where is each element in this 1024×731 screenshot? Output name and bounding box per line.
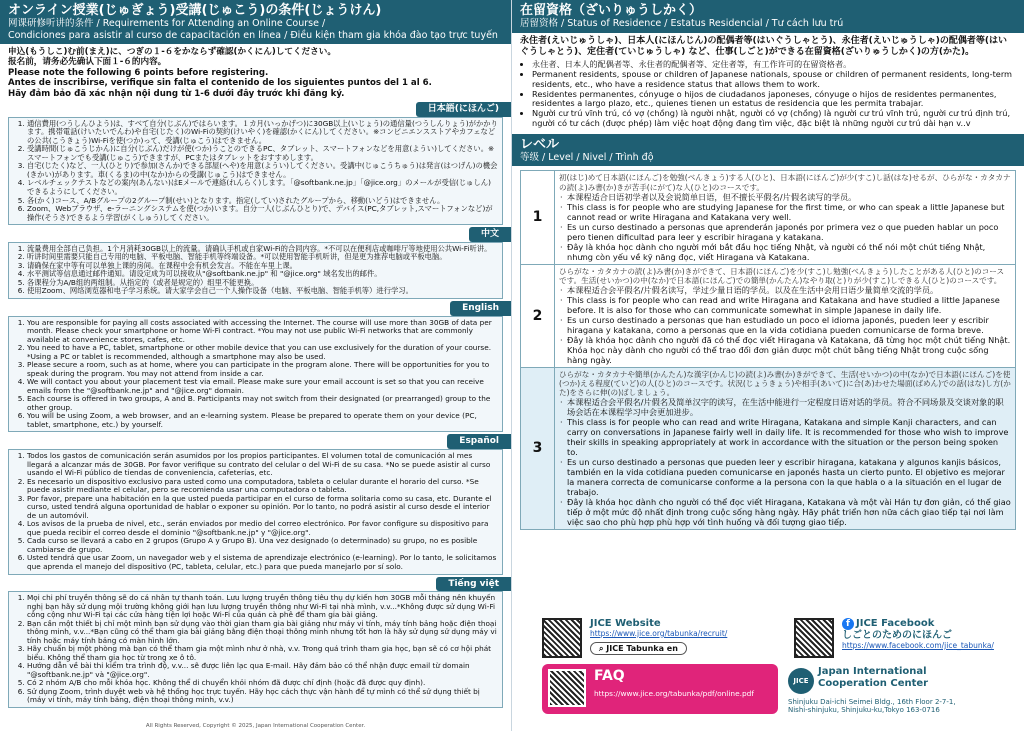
facebook-icon: f bbox=[842, 618, 854, 630]
language-label: English bbox=[450, 301, 511, 316]
language-header bbox=[0, 434, 511, 449]
language-header bbox=[0, 301, 511, 316]
requirements-list bbox=[13, 594, 498, 705]
level-banner bbox=[512, 134, 1024, 167]
level-translations bbox=[559, 285, 1011, 365]
requirement-item: 3. Hãy chuẩn bị một phòng mà bạn có thể tham gia một mình như ở nhà, v.v. Trong quá trình tham gia học, bạn sẽ có cơ hội phát biểu. Không thể tham gia học từ trong xe ô tô. bbox=[27, 645, 498, 662]
requirement-item: 2. Bạn cần một thiết bị chỉ một mình bạn sử dụng vào thời gian tham gia bài giảng như máy vi tính, máy tính bảng hoặc điện thoại thông minh, v.v...*Bạn cũng có thể tham gia bài giảng bằng điện thoại thông minh nhưng tốt hơn là hãy sử dụng sử dụng máy vi tính hoặc máy tính bảng có màn hình lớn. bbox=[27, 620, 498, 646]
level-title-multi: 等级 / Level / Nivel / Trình độ bbox=[520, 152, 654, 164]
language-header bbox=[0, 227, 511, 242]
residence-ja: 永住者(えいじゅうしゃ)、日本人(にほんじん)の配偶者等(はいぐうしゃとう)、永住者(えいじゅうしゃ)の配偶者等(はいぐうしゃとう)、定住者(ていじゅうしゃ) など、仕事(しごと)ができる在留資格(ざいりゅうしかく)の方(かた)。 bbox=[520, 35, 1008, 57]
requirements-list bbox=[13, 452, 498, 571]
requirement-item: 3. Please secure a room, such as at home, where you can participate in the program alone. There will be opportunities for you to speak during the program. You may not attend from inside a car. bbox=[27, 361, 498, 378]
level-translation-item: · Đây là khóa học dành cho người có thể đọc viết Hiragana, Katakana và một vài Hán tự đơn giản, có thể giao tiếp ở một mức độ nhất định trong cuộc sống hàng ngày. Hãy phát triển hơn nữa cách giao tiếp tại nơi làm việc sao cho phù hợp phù hợp với tình huống và đối tượng giao tiếp. bbox=[559, 497, 1011, 527]
residence-title-ja: 在留資格（ざいりゅうしかく） bbox=[520, 3, 703, 18]
level-translations bbox=[559, 397, 1011, 527]
right-column bbox=[512, 0, 1024, 731]
org-line-1: Japan International bbox=[818, 666, 927, 677]
website-qr-code bbox=[542, 618, 582, 658]
level-translation-item: · This class is for people who can read and write Hiragana, Katakana and simple Kanji characters, and can carry on conversations in Japanese fairly well in daily life. It is recommended for those who wish to improve their skills in speaking appropriately at work in accordance with the situation or the person being spoken to. bbox=[559, 417, 1011, 457]
level-row bbox=[521, 171, 1016, 264]
level-number: 2 bbox=[521, 264, 555, 367]
requirement-item: 2. 听讲时间里需要只能自己专用的电脑、平板电脑、智能手机等终端设备。*可以使用智能手机听讲，但是更为推荐电脑或平板电脑。 bbox=[27, 253, 498, 262]
language-label: 中文 bbox=[469, 227, 511, 242]
website-link[interactable]: https://www.jice.org/tabunka/recruit/ bbox=[590, 628, 728, 638]
left-copyright: All Rights Reserved, Copyright © 2025, Japan International Cooperation Center. bbox=[145, 722, 366, 729]
language-box bbox=[8, 449, 503, 574]
links-area bbox=[512, 612, 1024, 730]
facebook-link[interactable]: https://www.facebook.com/jice_tabunka/ bbox=[842, 640, 994, 650]
level-number: 3 bbox=[521, 367, 555, 529]
language-header bbox=[0, 102, 511, 117]
level-translations bbox=[559, 192, 1011, 262]
requirement-item: 1. Todos los gastos de comunicación serán asumidos por los propios participantes. El volumen total de comunicación al mes llegará a alcanzar más de 30GB. Por favor verifique su contrato del celular o del Wi-Fi de su casa. *No se puede asistir al curso usando el Wi-Fi público de tiendas de conveniencia, cafeterías, etc. bbox=[27, 452, 498, 478]
requirement-item: 6. Sử dụng Zoom, trình duyệt web và hệ thống học trực tuyến. Hãy học cách thực vận hành để tự mình có thể sử dụng thiết bị (máy vi tính, máy tính bảng, điện thoại thông minh, v.v.) bbox=[27, 688, 498, 705]
language-box bbox=[8, 591, 503, 708]
residence-list bbox=[520, 60, 1016, 129]
requirements-title-multi-2: Condiciones para asistir al curso de capacitación en línea / Điều kiện tham gia khóa đào tạo trực tuyến bbox=[8, 29, 498, 41]
requirement-item: 4. Hướng dẫn về bài thi kiểm tra trình độ, v.v... sẽ được liên lạc qua E-mail. Hãy đảm bảo có thể nhận được email từ domain "@softbank.ne.jp" và "@jice.org". bbox=[27, 662, 498, 679]
level-translation-item: · 本课程适合会平假名/片假名及简单汉字的读写，在生活中能进行一定程度日语对话的学员。符合不同场景及交谈对象的职场会话在本课程学习中会更加进步。 bbox=[559, 397, 1011, 417]
requirement-item: 3. 请确保在家中等有可以单独上课的房间。在课程中会有机会发言。不能在车里上课。 bbox=[27, 262, 498, 271]
level-translation-item: · This class is for people who are studying Japanese for the first time, or who can speak a little Japanese but cannot read or write Hiragana and Katakana very well. bbox=[559, 202, 1011, 222]
requirement-item: 1. You are responsible for paying all costs associated with accessing the Internet. The course will use more than 30GB of data per month. Please check your smartphone or home Wi-Fi contract. *You may not use public Wi-Fi networks that are commonly available at convenience stores, cafes, etc. bbox=[27, 319, 498, 345]
language-box bbox=[8, 117, 503, 225]
requirement-item: 2. You need to have a PC, tablet, smartphone or other mobile device that you can use exclusively for the duration of your course. *Using a PC or tablet is recommended, although a smartphone may also be used. bbox=[27, 344, 498, 361]
faq-link[interactable]: https://www.jice.org/tabunka/pdf/online.pdf bbox=[594, 689, 754, 698]
requirement-item: 5. Có 2 nhóm A/B cho mỗi khóa học. Không thể di chuyển khỏi nhóm đã được chỉ định (hoặc đã được quy định). bbox=[27, 679, 498, 688]
faq-block[interactable] bbox=[542, 664, 778, 714]
requirement-item: 5. 各(かく)コース、A/Bグループの2グループ制(せい)となります。指定(してい)されたグループから、移動(いどう)はできません。 bbox=[27, 197, 498, 206]
search-icon: ⌕ bbox=[599, 643, 607, 653]
facebook-subtitle: しごとのためのにほんご bbox=[842, 630, 952, 641]
level-translation-item: · Đây là khóa học dành cho người mới bắt đầu học tiếng Nhật, và người có thể nói một chút tiếng Nhật, nhưng còn yếu về kỹ năng đọc, viết Hiragana và Katakana. bbox=[559, 242, 1011, 262]
requirement-item: 6. Zoom、Webブラウザ、e-ラーニングシステムを使(つか)います。自分一人(じぶんひとり)で、デバイス(PC,タブレット,スマートフォンなど)が操作(そうさ)できるよう学習(がくしゅう)してください。 bbox=[27, 205, 498, 222]
requirement-item: 3. 自宅(じたく)など、一人(ひとり)で参加(さんか)できる部屋(へや)を用意(ようい)してください。受講中(じゅこうちゅう)は発言(はつげん)の機会(きかい)があります。車(くるま)の中(なか)からの受講(じゅこう)はできません。 bbox=[27, 162, 498, 179]
requirement-item: 6. You will be using Zoom, a web browser, and an e-learning system. Please be prepared to operate them on your device (PC, tablet, smartphone, etc.) by yourself. bbox=[27, 412, 498, 429]
level-description-ja: ひらがな・カタカナの読(よ)み書(か)きができて、日本語(にほんご)を少(すこ)し勉強(べんきょう)したことがある人(ひと)のコースです。生活(せいかつ)の中(なか)で日本語(にほんご)での簡単(かんたん)なやり取(と)りが少(すこ)しできる人(ひと)のコースです。 bbox=[559, 266, 1005, 285]
website-title: JICE Website bbox=[590, 618, 661, 629]
intro-en: Please note the following 6 points before registering. bbox=[8, 67, 269, 78]
faq-qr-code bbox=[548, 669, 586, 707]
residence-banner bbox=[512, 0, 1024, 33]
org-line-2: Cooperation Center bbox=[818, 677, 929, 689]
organization-name bbox=[818, 666, 928, 689]
level-translation-item: · Es un curso destinado a personas que pueden leer y escribir hiragana, katakana y algunos kanjis básicos, también en la vida cotidiana pueden comunicarse en japonés hasta un cierto punto. El objetivo es mejorar la manera correcta de comunicarse conforme a la persona con la que habla o a la situación en el lugar de trabajo. bbox=[559, 457, 1011, 497]
requirement-item: 3. Por favor, prepare una habitación en la que usted pueda participar en el curso de forma solitaria como su casa, etc. Durante el curso, usted tendrá alguna oportunidad de hablar o exponer su opinión. Por lo tanto, no podrá asistir al curso desde el interior de un automóvil. bbox=[27, 495, 498, 521]
intro-es: Antes de inscribirse, verifique sin falta el contenido de los siguientes puntos del 1 al 6. bbox=[8, 78, 432, 89]
requirement-item: 6. Usted tendrá que usar Zoom, un navegador web y el sistema de aprendizaje electrónico (e-learning). Por lo tanto, le solicitamos que aprenda el manejo del dispositivo (PC, tableta, celular, etc.) para que pueda manejarlo por sí solo. bbox=[27, 554, 498, 571]
residence-title-multi: 居留资格 / Status of Residence / Estatus Residencial / Tư cách lưu trú bbox=[520, 18, 844, 30]
level-row bbox=[521, 367, 1016, 529]
requirement-item: 1. Mọi chi phí truyền thông sẽ do cá nhân tự thanh toán. Lưu lượng truyền thông tiêu thụ dự kiến hơn 30GB mỗi tháng nên khuyến nghị bạn hãy sử dụng mội trường không giới hạn lưu lượng truyền thông như Wi-Fi tại nhà mình, v.v...*Không được sử dụng Wi-Fi công cộng như Wi-Fi tại các cửa hàng tiện lợi hoặc Wi-Fi của quán cà phê để tham gia bài giảng. bbox=[27, 594, 498, 620]
level-title: レベル bbox=[520, 136, 560, 152]
level-description-ja: ひらがな・カタカナや簡単(かんたん)な漢字(かんじ)の読(よ)み書(か)きができて、生活(せいかつ)の中(なか)で日本語(にほんご)を使(つか)える程度(ていど)の人(ひと)のコースです。状況(じょうきょう)や相手(あいて)に合(あ)わせた場面(ばめん)での話(はな)し方(かた)をさらに伸(の)ばしましょう。 bbox=[559, 369, 1011, 398]
requirement-item: 2. 受講時間(じゅこうじかん)に自分(じぶん)だけが使(つか)うことのできるPC、タブレット、スマートフォンなどを用意(ようい)してください。※スマートフォンでも受講(じゅこう)できますが、PCまたはタブレットをおすすめします。 bbox=[27, 145, 498, 162]
level-description-ja: 初(はじ)めて日本語(にほんご)を勉強(べんきょう)する人(ひと)、日本語(にほんご)が少(すこ)し話(はな)せるが、ひらがな・カタカナの読(よ)み書(か)きが苦手(にがて)な人(ひと)のコースです。 bbox=[559, 173, 1011, 192]
residence-content bbox=[512, 33, 1024, 132]
requirement-item: 5. 各课程分为A/B组的两组制。从指定的（或者是规定的）组里不能更换。 bbox=[27, 279, 498, 288]
facebook-title: JICE Facebook bbox=[856, 618, 935, 629]
search-box[interactable] bbox=[590, 642, 687, 655]
requirement-item: 4. We will contact you about your placement test via email. Please make sure your email account is set so that you can receive emails from the "@softbank.ne.jp" and "@jice.org" domain. bbox=[27, 378, 498, 395]
residence-item: • 永住者、日本人的配偶者等、永住者的配偶者等、定住者等，有工作许可的在留资格者。 bbox=[532, 60, 1016, 70]
language-label: Español bbox=[447, 434, 511, 449]
requirements-title-multi: 网课研修听讲的条件 / Requirements for Attending an Online Course / bbox=[8, 18, 326, 30]
facebook-qr-code bbox=[794, 618, 834, 658]
requirement-item: 5. Cada curso se llevará a cabo en 2 grupos (Grupo A y Grupo B). Una vez designado (o determinado) su grupo, no es posible cambiarse de grupo. bbox=[27, 537, 498, 554]
level-description bbox=[555, 171, 1016, 264]
residence-item: • Người cư trú vĩnh trú, có vợ (chồng) là người nhật, người có vợ (chồng) là người cư trú vĩnh trú, người cư trú định trú, người có tư cách (được phép) làm việc hoạt động đang tìm việc, đặc biệt là những người cư trú dài hạn v..v bbox=[532, 109, 1016, 129]
requirement-item: 2. Es necesario un dispositivo exclusivo para usted como una computadora, tableta o celular durante el horario del curso. *Se puede asistir mediante el celular, pero se recomienda usar una computadora o tableta. bbox=[27, 478, 498, 495]
intro-zh: 报名前，请务必先确认下面１-６的内容。 bbox=[8, 57, 167, 68]
level-translation-item: · This class is for people who can read and write Hiragana and Katakana and have studied a little Japanese before. It is also for those who can communicate somewhat in simple Japanese in daily life. bbox=[559, 295, 1011, 315]
level-description bbox=[555, 264, 1016, 367]
requirements-list bbox=[13, 120, 498, 222]
jice-logo: JICE bbox=[788, 668, 814, 694]
level-translation-item: · 本课程适合会平假名/片假名读写，学过少量日语的学员。以及在生活中会用日语少量简单交流的学员。 bbox=[559, 285, 1011, 295]
requirements-list bbox=[13, 245, 498, 296]
requirement-item: 6. 使用Zoom、网络浏览器和电子学习系统。请大家学会自己一个人操作设备（电脑、平板电脑、智能手机等）进行学习。 bbox=[27, 287, 498, 296]
requirement-item: 4. レベルチェックテストなどの案内(あんない)はEメールで連絡(れんらく)します。「@softbank.ne.jp」「@jice.org」のメールが受信(じゅしん)できるようにしてください。 bbox=[27, 179, 498, 196]
intro-vi: Hãy đảm bảo đã xác nhận nội dung từ 1-6 dưới đây trước khi đăng ký. bbox=[8, 88, 345, 99]
faq-title: FAQ bbox=[594, 668, 625, 684]
level-description bbox=[555, 367, 1016, 529]
requirement-item: 4. Los avisos de la prueba de nivel, etc., serán enviados por medio del correo electrónico. Por favor configure su dispositivo para que pueda recibir el correo desde el dominio "@softbank.ne.jp" y "@jice.org". bbox=[27, 520, 498, 537]
requirements-list bbox=[13, 319, 498, 430]
requirements-title-ja: オンライン授業(じゅぎょう)受講(じゅこう)の条件(じょうけん) bbox=[8, 3, 382, 18]
level-translation-item: · 本课程适合日语初学者以及会说简单日语，但不擅长平假名/片假名读写的学员。 bbox=[559, 192, 1011, 202]
address bbox=[788, 698, 956, 715]
requirements-intro bbox=[0, 44, 511, 102]
language-box bbox=[8, 316, 503, 433]
language-header bbox=[0, 577, 511, 592]
search-label: JICE Tabunka en bbox=[606, 643, 678, 653]
level-translation-item: · Đây là khóa học dành cho người đã có thể đọc viết Hiragana và Katakana, đã từng học một chút tiếng Nhật. Khóa học này dành cho người có thể trao đổi đơn giản được một chút bằng tiếng Nhật trong cuộc sống hàng ngày. bbox=[559, 335, 1011, 365]
level-table bbox=[520, 170, 1016, 530]
requirements-banner bbox=[0, 0, 511, 44]
level-translation-item: · Es un curso destinado a personas que aprenderán japonés por primera vez o que pueden hablar un poco pero tienen dificultad para leer y escribir hiragana y katakana. bbox=[559, 222, 1011, 242]
address-line-2: Nishi-shinjuku, Shinjuku-ku,Tokyo 163-0716 bbox=[788, 706, 940, 715]
language-sections bbox=[0, 102, 511, 708]
residence-item: • Residentes permanentes, cónyuge o hijos de ciudadanos japoneses, cónyuge o hijos de residentes permanentes, residentes a largo plazo, etc., quienes tienen un estatus de residencia que les permita trabajar. bbox=[532, 90, 1016, 110]
address-line-1: Shinjuku Dai-ichi Seimei Bldg., 16th Floor 2-7-1, bbox=[788, 698, 956, 706]
requirement-item: 1. 流量费用全部自己负担。1个月消耗30GB以上的流量。请确认手机或自家Wi-Fi的合同内容。*不可以在便利店或咖啡厅等地使用公共Wi-Fi听讲。 bbox=[27, 245, 498, 254]
language-box bbox=[8, 242, 503, 299]
requirement-item: 4. 水平测试等信息通过邮件通知。请设定成为可以接收从"@softbank.ne.jp" 和 "@jice.org" 域名发出的邮件。 bbox=[27, 270, 498, 279]
level-row bbox=[521, 264, 1016, 367]
intro-ja: 申込(もうしこ)む前(まえ)に、つぎの１-６をかならず確認(かくにん)してください。 bbox=[8, 46, 336, 57]
language-label: Tiếng việt bbox=[436, 577, 511, 592]
language-label: 日本語(にほんご) bbox=[416, 102, 511, 117]
requirement-item: 5. Each course is offered in two groups, A and B. Participants may not switch from their designated (or prearranged) group to the other group. bbox=[27, 395, 498, 412]
level-number: 1 bbox=[521, 171, 555, 264]
level-translation-item: · Es un curso destinado a personas que han estudiado un poco el idioma japonés, pueden leer y escribir hiragana y katakana, como a personas que en la vida cotidiana pueden comunicarse de forma breve. bbox=[559, 315, 1011, 335]
requirement-item: 1. 通信費用(つうしんひよう)は、すべて自分(じぶん)ではらいます。１カ月(いっかげつ)に30GB以上(いじょう)の通信量(つうしんりょう)がかかります。携帯電話(けいたいでんわ)や自宅(じたく)のWi-Fiの契約(けいやく)を確認(かくにん)してください。※コンビニエンスストアやカフェなどの公共(こうきょう)Wi-Fiを使(つか)って、受講(じゅこう)はできません。 bbox=[27, 120, 498, 146]
residence-item: • Permanent residents, spouse or children of Japanese nationals, spouse or children of permanent residents, long-term residents, etc., who have a residence status that allows them to work. bbox=[532, 70, 1016, 90]
